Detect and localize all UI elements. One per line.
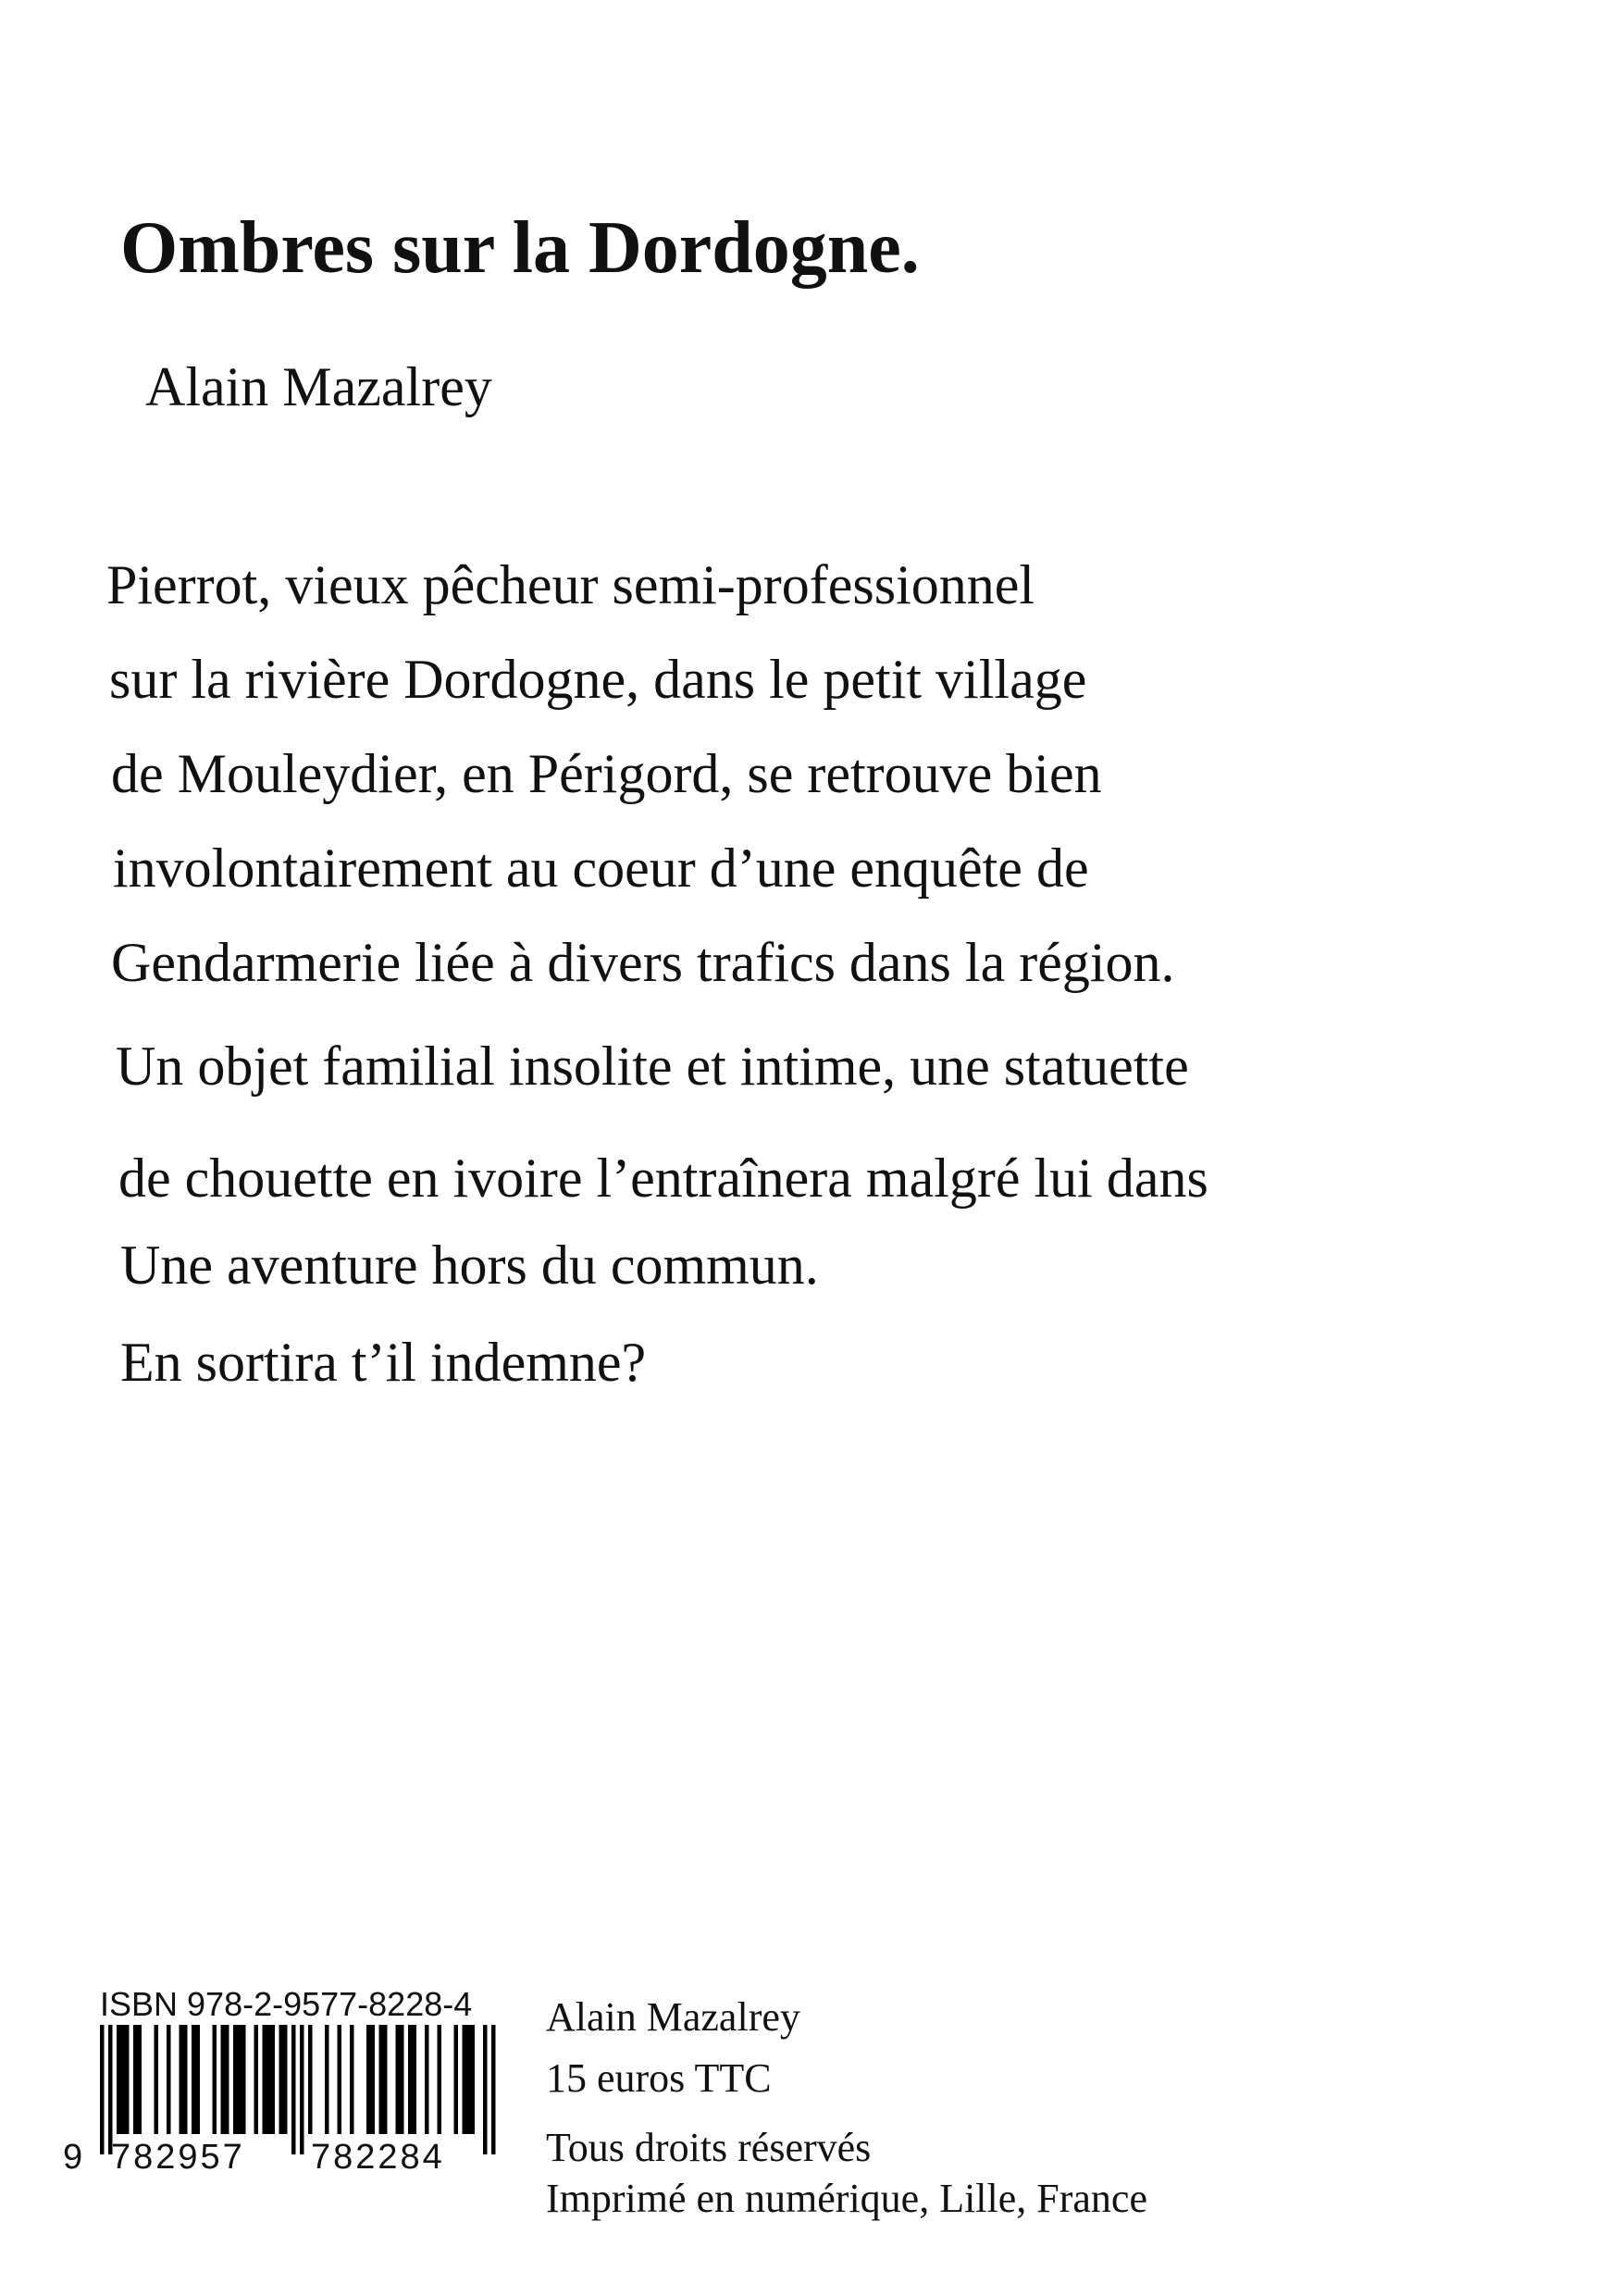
author-name: Alain Mazalrey — [145, 356, 492, 417]
barcode-bar — [271, 2025, 276, 2134]
imprint-printer: Imprimé en numérique, Lille, France — [546, 2176, 1147, 2221]
imprint-price: 15 euros TTC — [546, 2055, 772, 2101]
barcode-bar — [471, 2025, 476, 2134]
blurb-line: Gendarmerie liée à divers trafics dans la région. — [111, 932, 1175, 993]
barcode-digits-right: 782284 — [311, 2138, 445, 2177]
blurb-line: Un objet familial insolite et intime, une statuette — [116, 1036, 1189, 1097]
barcode-bar — [291, 2025, 296, 2154]
barcode-bar — [263, 2025, 267, 2134]
barcode-bar — [100, 2025, 105, 2154]
barcode-bar — [300, 2025, 304, 2154]
barcode-bar — [408, 2025, 413, 2134]
barcode-digits-left: 782957 — [111, 2138, 245, 2177]
blurb-line: Une aventure hors du commun. — [120, 1235, 819, 1296]
barcode-bar — [283, 2025, 288, 2134]
blurb-line: involontairement au coeur d’une enquête de — [113, 838, 1089, 899]
book-title: Ombres sur la Dordogne. — [120, 207, 920, 289]
barcode-bar — [133, 2025, 138, 2134]
imprint-rights: Tous droits réservés — [546, 2125, 872, 2170]
blurb-line: de Mouleydier, en Périgord, se retrouve bien — [111, 743, 1102, 804]
barcode-bar — [213, 2025, 217, 2134]
barcode-bar — [238, 2025, 242, 2134]
barcode-bar — [454, 2025, 459, 2134]
barcode-bar — [155, 2025, 159, 2134]
barcode-bar — [383, 2025, 388, 2134]
barcode-bar — [463, 2025, 467, 2134]
barcode-bar — [366, 2025, 371, 2134]
barcode-bar — [279, 2025, 284, 2134]
barcode-bar — [183, 2025, 188, 2134]
barcode-bar — [400, 2025, 404, 2134]
barcode-bar — [125, 2025, 130, 2134]
barcode-bar — [108, 2025, 113, 2154]
barcode-bar — [138, 2025, 142, 2134]
barcode-bar — [242, 2025, 246, 2134]
barcode-bar — [254, 2025, 259, 2134]
barcode-bar — [192, 2025, 196, 2134]
blurb-line: sur la rivière Dordogne, dans le petit village — [109, 649, 1087, 710]
isbn-barcode — [63, 1985, 513, 2187]
barcode-bar — [117, 2025, 121, 2134]
barcode-bar — [350, 2025, 354, 2134]
barcode-bar — [396, 2025, 401, 2134]
barcode-bar — [438, 2025, 442, 2134]
barcode-bar — [413, 2025, 417, 2134]
barcode-bar — [266, 2025, 271, 2134]
barcode-bar — [221, 2025, 226, 2134]
barcode-bar — [308, 2025, 313, 2134]
barcode-bar — [233, 2025, 238, 2134]
barcode-bar — [371, 2025, 376, 2134]
barcode-bar — [180, 2025, 184, 2134]
blurb-line: de chouette en ivoire l’entraînera malgré lui dans — [118, 1148, 1208, 1209]
barcode-bars — [89, 2025, 513, 2154]
barcode-bar — [491, 2025, 496, 2154]
barcode-bar — [167, 2025, 171, 2134]
barcode-bar — [379, 2025, 384, 2134]
isbn-label: ISBN 978-2-9577-8228-4 — [100, 1985, 473, 2023]
blurb-line: Pierrot, vieux pêcheur semi-professionnel — [106, 554, 1035, 615]
barcode-bar — [466, 2025, 471, 2134]
barcode-bar — [325, 2025, 329, 2134]
barcode-bar — [425, 2025, 429, 2134]
barcode-bar — [196, 2025, 201, 2134]
blurb-line: En sortira t’il indemne? — [120, 1332, 647, 1393]
barcode-bar — [225, 2025, 229, 2134]
barcode-digit-first: 9 — [63, 2138, 83, 2177]
barcode-bar — [338, 2025, 342, 2134]
barcode-bar — [483, 2025, 488, 2154]
imprint-author: Alain Mazalrey — [546, 1994, 800, 2040]
barcode-bar — [121, 2025, 126, 2134]
